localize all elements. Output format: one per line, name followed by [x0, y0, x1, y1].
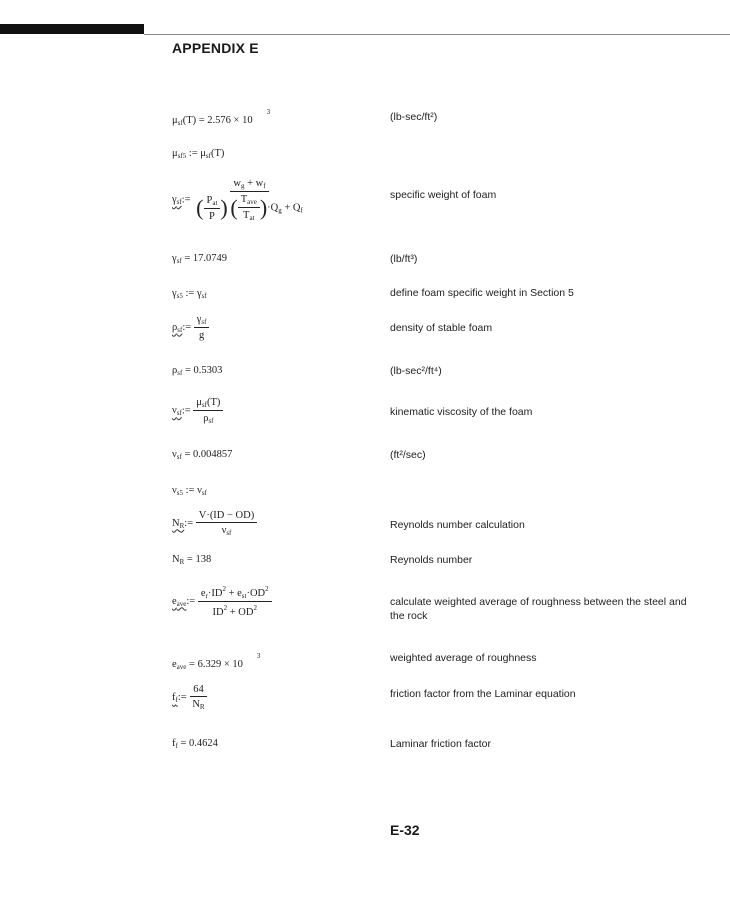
equation-nu-sf-def: $\nu_{sf}:=$ $\frac{\mu_{sf}(T)}{\rho_{sf}}$	[172, 397, 223, 425]
header-rule	[144, 34, 730, 35]
gamma-sf-value: 17.0749	[192, 253, 227, 264]
equation-mu-sf: $\mu_{sf}(T) = 2.576 \times 10^3$	[172, 108, 271, 127]
desc-kinematic-viscosity: kinematic viscosity of the foam	[390, 406, 533, 418]
equation-nu-sf-value: $\nu_{sf} = 0.004857$	[172, 449, 233, 461]
nu-sf-value: 0.004857	[192, 449, 233, 460]
equation-nr-def: $N_R:=$ $\frac{V\cdot(ID - OD)}{\nu_{sf}}$	[172, 510, 257, 537]
equation-mu-sf5: $\mu_{sf5}$ := $\mu_{sf}(T)$	[172, 148, 225, 160]
desc-weighted-calc: calculate weighted average of roughness between the steel and the rock	[390, 596, 687, 622]
equation-eave-value: $e_{ave} = 6.329 \times 10^3$	[172, 652, 261, 671]
nr-value: 138	[195, 554, 212, 565]
eave-value: 6.329 × 10	[197, 659, 243, 670]
ff-numerator: 64	[190, 684, 207, 697]
rho-sf-value: 0.5303	[193, 365, 223, 376]
equation-gamma-sf-value: $\gamma_{sf} = 17.0749$	[172, 253, 227, 265]
ff-value: 0.4624	[189, 738, 218, 749]
equation-nu-s5: $\nu_{s5}$ := $\nu_{sf}$	[172, 485, 207, 497]
equation-gamma-sf-def: $\gamma_{sf}:=$ $w_g + w_f$ ( $\frac{P_{at}}{P}$ ) ( $\frac{T_{ave}}{T_{at}}$ ) $\cdot Q_g + Q_f$	[172, 178, 303, 222]
appendix-title: APPENDIX E	[172, 40, 259, 56]
desc-mu-sf-units: (lb-sec/ft²)	[390, 111, 438, 123]
equation-rho-sf-value: $\rho_{sf} = 0.5303$	[172, 365, 223, 377]
desc-define-foam: define foam specific weight in Section 5	[390, 287, 574, 299]
desc-gamma-units: (lb/ft³)	[390, 253, 418, 265]
desc-weighted-average: weighted average of roughness	[390, 652, 537, 664]
desc-laminar-friction: Laminar friction factor	[390, 738, 491, 750]
equation-gamma-s5: $\gamma_{s5}$ := $\gamma_{sf}$	[172, 288, 207, 300]
desc-reynolds: Reynolds number	[390, 554, 473, 566]
mu-sf-exponent: 3	[266, 108, 271, 116]
equation-nr-value: $N_R = 138$	[172, 554, 212, 566]
equation-ff-def: $f_f:=$ $\frac{64}{N_R}$	[172, 684, 208, 711]
mu-sf-value: 2.576 × 10	[207, 115, 253, 126]
header-bar	[0, 24, 144, 34]
equation-rho-sf-def: $\rho_{sf}:=$ $\frac{\gamma_{sf}}{g}$	[172, 314, 209, 341]
desc-specific-weight: specific weight of foam	[390, 189, 497, 201]
eave-exponent: 3	[256, 652, 261, 660]
desc-reynolds-calc: Reynolds number calculation	[390, 519, 525, 531]
equation-ff-value: $f_f = 0.4624$	[172, 738, 218, 750]
desc-nu-units: (ft²/sec)	[390, 449, 426, 461]
equation-eave-def: $e_{ave}:=$ $\frac{e_r\cdot ID^2 + e_{st}\cdot OD^2}{ID^2 + OD^2}$	[172, 585, 272, 618]
desc-density: density of stable foam	[390, 322, 493, 334]
desc-rho-units: (lb-sec²/ft⁴)	[390, 365, 442, 377]
desc-friction-laminar: friction factor from the Laminar equation	[390, 688, 576, 700]
page-number: E-32	[390, 822, 420, 838]
